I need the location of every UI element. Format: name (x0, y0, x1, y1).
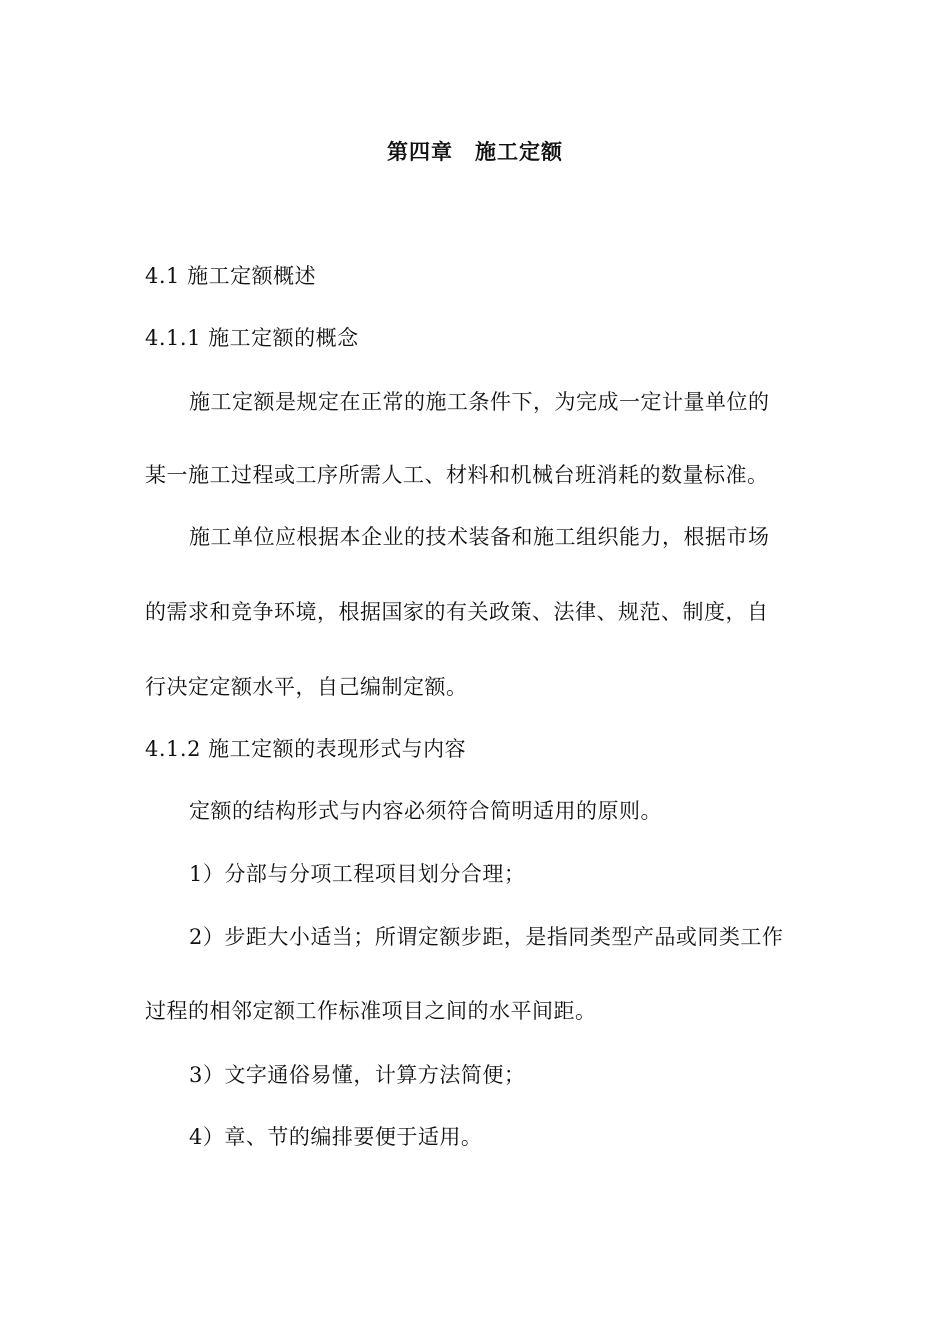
section-heading-4-1-2: 4.1.2 施工定额的表现形式与内容 (145, 737, 467, 761)
list-item-4: 4）章、节的编排要便于适用。 (189, 1125, 483, 1149)
paragraph-1-line-1: 施工定额是规定在正常的施工条件下，为完成一定计量单位的 (189, 390, 770, 414)
list-item-1: 1）分部与分项工程项目划分合理； (189, 862, 526, 886)
paragraph-3: 定额的结构形式与内容必须符合简明适用的原则。 (189, 799, 662, 823)
list-item-2-line-1: 2）步距大小适当；所谓定额步距，是指同类型产品或同类工作 (189, 925, 784, 949)
paragraph-1-line-2: 某一施工过程或工序所需人工、材料和机械台班消耗的数量标准。 (145, 463, 769, 487)
section-heading-4-1-1: 4.1.1 施工定额的概念 (145, 326, 359, 350)
chapter-title: 第四章 施工定额 (387, 140, 563, 164)
list-item-3: 3）文字通俗易懂，计算方法简便； (189, 1063, 526, 1087)
paragraph-2-line-2: 的需求和竞争环境，根据国家的有关政策、法律、规范、制度，自 (145, 600, 769, 624)
list-item-2-line-2: 过程的相邻定额工作标准项目之间的水平间距。 (145, 999, 597, 1023)
paragraph-2-line-1: 施工单位应根据本企业的技术装备和施工组织能力，根据市场 (189, 525, 770, 549)
paragraph-2-line-3: 行决定定额水平，自己编制定额。 (145, 675, 468, 699)
section-heading-4-1: 4.1 施工定额概述 (145, 264, 317, 288)
